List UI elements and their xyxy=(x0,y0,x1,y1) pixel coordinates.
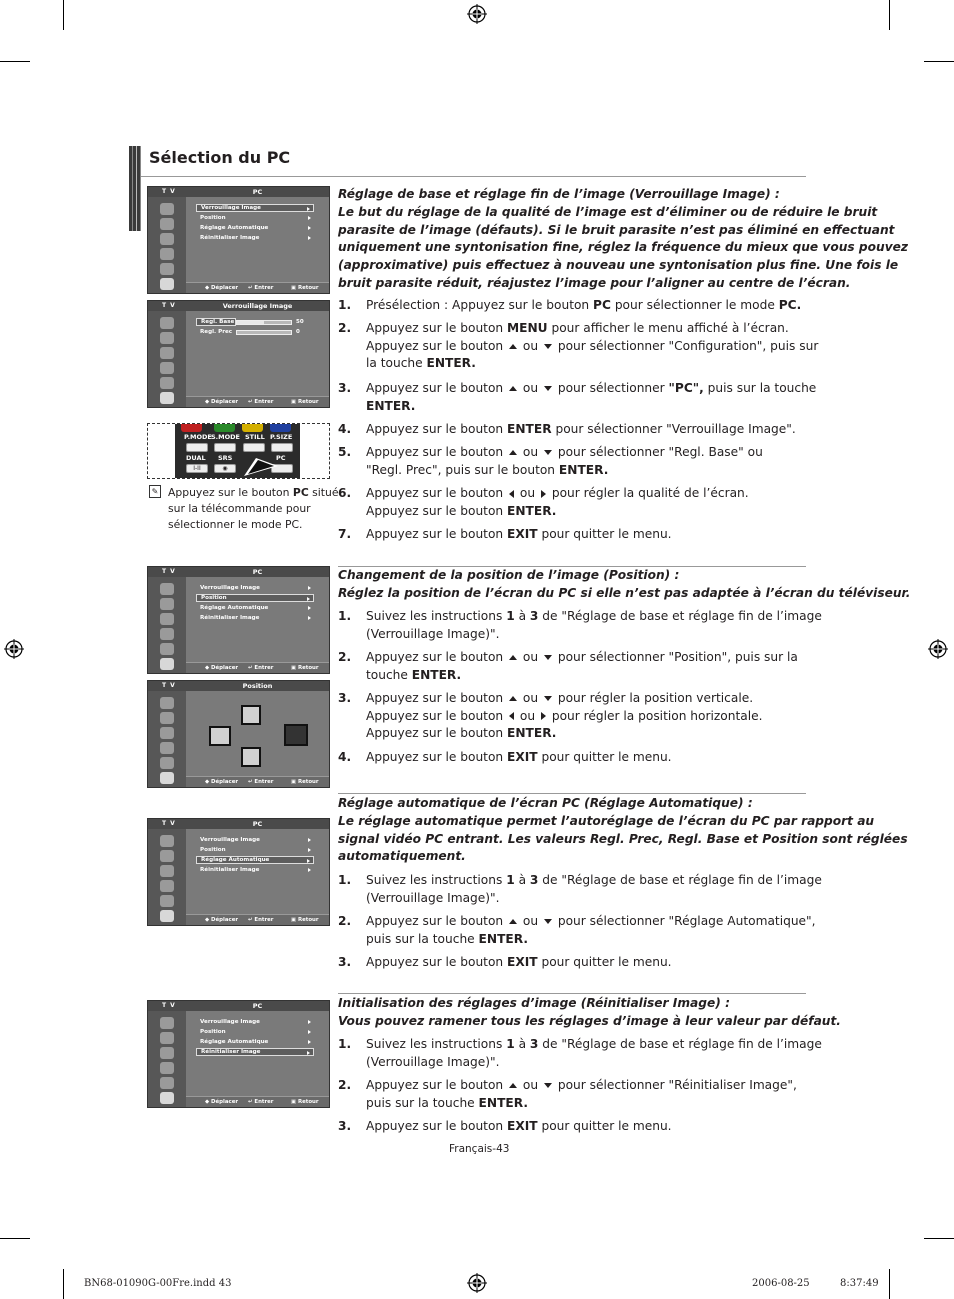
osd-panel xyxy=(186,829,329,925)
remote-dual-button: I-II xyxy=(186,464,208,473)
step-number: 3. xyxy=(338,381,352,395)
input-icon xyxy=(160,757,174,769)
crop-mark xyxy=(924,1238,954,1239)
chevron-right-icon xyxy=(308,1030,311,1034)
crop-mark xyxy=(889,1269,890,1299)
osd-footer xyxy=(186,282,329,293)
remote-label-smode: S.MODE xyxy=(211,433,240,441)
section-lead-line: uniquement une syntonisation fine, réglez la fréquence du mieux que vous pouvez xyxy=(338,240,909,255)
osd-menu-item: Réinitialiser Image xyxy=(196,1048,314,1056)
section-heading: Initialisation des réglages d’image (Réinitialiser Image) : xyxy=(338,996,730,1010)
input-icon xyxy=(160,263,174,275)
down-arrow-icon xyxy=(544,386,552,391)
chevron-right-icon xyxy=(308,226,311,230)
picture-icon xyxy=(160,317,174,329)
remote-psize-button xyxy=(271,443,293,452)
remote-color-button xyxy=(181,423,202,432)
step-line: Appuyez sur le bouton ou pour sélectionner "Réglage Automatique", xyxy=(366,914,816,928)
step-line: (Verrouillage Image)". xyxy=(366,626,500,641)
section-lead-line: Vous pouvez ramener tous les réglages d’image à leur valeur par défaut. xyxy=(338,1013,841,1028)
osd-footer-move: ◆ Déplacer xyxy=(205,665,239,671)
osd-footer xyxy=(186,914,329,925)
section-lead-line: parasite de l’image (défauts). Si le bruit parasite n’est pas éliminé en effectuant xyxy=(338,222,895,237)
osd-menu-item: Verrouillage Image xyxy=(196,204,314,212)
step-line: Appuyez sur le bouton ou pour régler la position verticale. xyxy=(366,691,754,705)
osd-panel xyxy=(186,1011,329,1107)
remote-label-still: STILL xyxy=(245,433,265,441)
section-lead-line: Le but du réglage de la qualité de l’image est d’éliminer ou de réduire le bruit xyxy=(338,204,878,219)
osd-menu-item: Verrouillage Image xyxy=(196,584,314,592)
step-text xyxy=(366,297,806,315)
step-line: Suivez les instructions 1 à 3 de "Réglage de base et réglage fin de l’image xyxy=(366,609,822,623)
osd-tv-label: T V xyxy=(162,820,176,827)
position-left-box xyxy=(209,726,231,746)
settings-icon xyxy=(160,278,174,290)
channel-icon xyxy=(160,233,174,245)
osd-position-menu xyxy=(147,680,330,788)
osd-pc-menu xyxy=(147,186,330,294)
right-arrow-icon xyxy=(541,490,546,498)
osd-footer-return: ▣ Retour xyxy=(291,399,319,405)
step-line: Appuyez sur le bouton MENU pour afficher le menu affiché à l’écran. xyxy=(366,321,789,335)
input-icon xyxy=(160,643,174,655)
position-down-box xyxy=(241,747,261,767)
down-arrow-icon xyxy=(544,344,552,349)
section-lead-line: signal vidéo PC entrant. Les valeurs Regl. Prec, Regl. Base et Position sont réglées xyxy=(338,831,908,846)
up-arrow-icon xyxy=(509,696,517,701)
osd-menu-item: Verrouillage Image xyxy=(196,1018,314,1026)
step-number: 1. xyxy=(338,609,352,623)
osd-title: PC xyxy=(252,188,263,196)
section-lead xyxy=(338,995,841,1031)
up-arrow-icon xyxy=(509,344,517,349)
sound-icon xyxy=(160,218,174,230)
setup-icon xyxy=(160,628,174,640)
osd-slider-track xyxy=(236,330,292,335)
sound-icon xyxy=(160,332,174,344)
up-arrow-icon xyxy=(509,655,517,660)
osd-menu-item: Position xyxy=(196,1028,314,1036)
osd-menu-item: Réglage Automatique xyxy=(196,856,314,864)
remote-still-button xyxy=(243,443,265,452)
chevron-right-icon xyxy=(307,859,310,863)
osd-footer-enter: ↵ Entrer xyxy=(248,285,274,291)
picture-icon xyxy=(160,203,174,215)
osd-footer-enter: ↵ Entrer xyxy=(248,399,274,405)
step-line: Appuyez sur le bouton ou pour sélectionner "Regl. Base" ou xyxy=(366,445,763,459)
osd-menu-item: Réglage Automatique xyxy=(196,604,314,612)
step-number: 1. xyxy=(338,298,352,312)
osd-footer-move: ◆ Déplacer xyxy=(205,399,239,405)
osd-panel xyxy=(186,691,329,787)
osd-menu-item: Position xyxy=(196,594,314,602)
step-number: 6. xyxy=(338,486,352,500)
remote-smode-button xyxy=(214,443,236,452)
osd-footer-enter: ↵ Entrer xyxy=(248,917,274,923)
settings-icon xyxy=(160,772,174,784)
chevron-right-icon xyxy=(308,848,311,852)
sound-icon xyxy=(160,598,174,610)
osd-footer-return: ▣ Retour xyxy=(291,779,319,785)
step-number: 2. xyxy=(338,650,352,664)
step-text xyxy=(366,1036,822,1071)
step-line: puis sur la touche ENTER. xyxy=(366,931,528,946)
section-lead-line: (approximative) puis effectuez à nouveau une syntonisation plus fine. Une fois le xyxy=(338,258,899,273)
osd-footer-return: ▣ Retour xyxy=(291,665,319,671)
step-number: 1. xyxy=(338,873,352,887)
step-line: Appuyez sur le bouton ENTER. xyxy=(366,726,557,741)
osd-footer-return: ▣ Retour xyxy=(291,917,319,923)
osd-title: PC xyxy=(252,820,263,828)
settings-icon xyxy=(160,658,174,670)
sound-icon xyxy=(160,1032,174,1044)
osd-sidebar xyxy=(148,577,186,673)
step-line: (Verrouillage Image)". xyxy=(366,890,500,905)
step-line: Appuyez sur le bouton EXIT pour quitter le menu. xyxy=(366,750,672,764)
remote-control-illustration xyxy=(147,423,330,479)
chevron-right-icon xyxy=(308,868,311,872)
osd-menu-item: Verrouillage Image xyxy=(196,836,314,844)
section-heading: Réglage de base et réglage fin de l’image (Verrouillage Image) : xyxy=(338,187,780,201)
section-divider xyxy=(338,793,806,794)
step-number: 5. xyxy=(338,445,352,459)
picture-icon xyxy=(160,697,174,709)
step-number: 1. xyxy=(338,1037,352,1051)
step-line: Appuyez sur le bouton ENTER. xyxy=(366,503,557,518)
remote-label-dual: DUAL xyxy=(186,454,206,462)
osd-footer-enter: ↵ Entrer xyxy=(248,665,274,671)
osd-menu-item: Réglage Automatique xyxy=(196,224,314,232)
osd-tv-label: T V xyxy=(162,568,176,575)
step-text xyxy=(366,954,806,972)
sound-icon xyxy=(160,712,174,724)
note-line: Appuyez sur le bouton PC situé xyxy=(168,486,339,499)
osd-tv-label: T V xyxy=(162,682,176,689)
step-number: 4. xyxy=(338,422,352,436)
step-text xyxy=(366,421,806,439)
picture-icon xyxy=(160,583,174,595)
position-right-box xyxy=(284,724,308,746)
section-lead-line: bruit parasite réduit, réajustez l’image pour l’aligner au centre de l’écran. xyxy=(338,275,851,290)
osd-tv-label: T V xyxy=(162,188,176,195)
step-text xyxy=(366,872,822,907)
crop-mark xyxy=(63,1269,64,1299)
osd-sidebar xyxy=(148,691,186,787)
step-line: Appuyez sur le bouton ou pour régler la position horizontale. xyxy=(366,708,763,723)
crop-mark xyxy=(0,1238,30,1239)
sound-icon xyxy=(160,850,174,862)
section-lead-line: Le réglage automatique permet l’autoréglage de l’écran du PC par rapport au xyxy=(338,813,875,828)
left-arrow-icon xyxy=(509,712,514,720)
osd-title: PC xyxy=(252,1002,263,1010)
osd-footer-move: ◆ Déplacer xyxy=(205,1099,239,1105)
osd-footer-move: ◆ Déplacer xyxy=(205,779,239,785)
step-number: 7. xyxy=(338,527,352,541)
osd-panel xyxy=(186,577,329,673)
crop-mark xyxy=(924,61,954,62)
slug-date: 2006-08-25 xyxy=(752,1278,810,1289)
osd-title: Position xyxy=(242,682,273,690)
chevron-right-icon xyxy=(308,216,311,220)
chevron-right-icon xyxy=(308,838,311,842)
down-arrow-icon xyxy=(544,696,552,701)
setup-icon xyxy=(160,362,174,374)
input-icon xyxy=(160,1077,174,1089)
settings-icon xyxy=(160,910,174,922)
section-divider xyxy=(338,993,806,994)
step-number: 4. xyxy=(338,750,352,764)
remote-label-pc: PC xyxy=(276,454,286,462)
osd-slider-label: Regl. Prec xyxy=(200,329,233,335)
step-line: Suivez les instructions 1 à 3 de "Réglage de base et réglage fin de l’image xyxy=(366,1037,822,1051)
osd-footer-enter: ↵ Entrer xyxy=(248,1099,274,1105)
channel-icon xyxy=(160,347,174,359)
step-line: Appuyez sur le bouton EXIT pour quitter le menu. xyxy=(366,955,672,969)
step-number: 3. xyxy=(338,955,352,969)
position-up-box xyxy=(241,705,261,725)
osd-menu-item: Position xyxy=(196,214,314,222)
osd-menu-item: Réinitialiser Image xyxy=(196,614,314,622)
left-arrow-icon xyxy=(509,490,514,498)
registration-mark-icon xyxy=(467,4,487,24)
osd-slider-fill xyxy=(237,321,264,324)
osd-slider-value: 50 xyxy=(296,319,304,325)
osd-tv-label: T V xyxy=(162,1002,176,1009)
setup-icon xyxy=(160,742,174,754)
title-divider xyxy=(141,176,806,177)
step-text xyxy=(366,608,822,643)
osd-panel xyxy=(186,197,329,293)
pointer-arrow-icon xyxy=(244,454,278,476)
remote-color-button xyxy=(242,423,263,432)
step-line: Appuyez sur le bouton ENTER pour sélectionner "Verrouillage Image". xyxy=(366,422,796,436)
section-lead-line: automatiquement. xyxy=(338,849,466,864)
down-arrow-icon xyxy=(544,919,552,924)
step-text xyxy=(366,1118,806,1136)
chevron-right-icon xyxy=(308,1040,311,1044)
step-line: (Verrouillage Image)". xyxy=(366,1054,500,1069)
remote-label-srs: SRS xyxy=(218,454,233,462)
settings-icon xyxy=(160,1092,174,1104)
step-line: Appuyez sur le bouton ou pour sélectionner "Réinitialiser Image", xyxy=(366,1078,797,1092)
osd-footer xyxy=(186,1096,329,1107)
picture-icon xyxy=(160,1017,174,1029)
osd-title: Verrouillage Image xyxy=(222,302,293,310)
osd-footer xyxy=(186,776,329,787)
osd-sidebar xyxy=(148,197,186,293)
up-arrow-icon xyxy=(509,919,517,924)
osd-footer-move: ◆ Déplacer xyxy=(205,917,239,923)
setup-icon xyxy=(160,248,174,260)
osd-footer xyxy=(186,396,329,407)
page-number: Français-43 xyxy=(449,1143,510,1155)
title-accent-bar xyxy=(129,146,141,231)
note-icon: ✎ xyxy=(149,485,161,498)
step-line: Suivez les instructions 1 à 3 de "Réglage de base et réglage fin de l’image xyxy=(366,873,822,887)
osd-menu-item: Réglage Automatique xyxy=(196,1038,314,1046)
step-line: ENTER. xyxy=(366,398,416,413)
step-text xyxy=(366,380,817,415)
step-number: 2. xyxy=(338,914,352,928)
crop-mark xyxy=(0,61,30,62)
section-lead-line: Réglez la position de l’écran du PC si elle n’est pas adaptée à l’écran du téléviseur. xyxy=(338,585,911,600)
osd-footer-move: ◆ Déplacer xyxy=(205,285,239,291)
section-heading: Réglage automatique de l’écran PC (Réglage Automatique) : xyxy=(338,796,753,810)
registration-mark-icon xyxy=(467,1273,487,1293)
osd-footer-return: ▣ Retour xyxy=(291,1099,319,1105)
chevron-right-icon xyxy=(307,1051,310,1055)
step-line: Appuyez sur le bouton EXIT pour quitter le menu. xyxy=(366,527,672,541)
channel-icon xyxy=(160,727,174,739)
osd-pc-menu xyxy=(147,1000,330,1108)
remote-color-button xyxy=(214,423,235,432)
remote-label-pmode: P.MODE xyxy=(184,433,212,441)
step-text xyxy=(366,485,806,520)
slug-time: 8:37:49 xyxy=(840,1278,879,1289)
crop-mark xyxy=(889,0,890,30)
page-title: Sélection du PC xyxy=(149,148,291,167)
down-arrow-icon xyxy=(544,450,552,455)
setup-icon xyxy=(160,1062,174,1074)
remote-color-button xyxy=(270,423,291,432)
step-text xyxy=(366,690,806,743)
step-text xyxy=(366,526,806,544)
channel-icon xyxy=(160,613,174,625)
osd-footer-enter: ↵ Entrer xyxy=(248,779,274,785)
down-arrow-icon xyxy=(544,655,552,660)
registration-mark-icon xyxy=(4,639,24,659)
up-arrow-icon xyxy=(509,386,517,391)
picture-icon xyxy=(160,835,174,847)
channel-icon xyxy=(160,1047,174,1059)
step-number: 3. xyxy=(338,691,352,705)
osd-slider-label: Regl. Base xyxy=(196,318,236,326)
step-text xyxy=(366,1077,806,1112)
chevron-right-icon xyxy=(308,1020,311,1024)
section-lead xyxy=(338,567,911,603)
chevron-right-icon xyxy=(307,597,310,601)
note-line: sélectionner le mode PC. xyxy=(168,518,303,531)
remote-pmode-button xyxy=(186,443,208,452)
step-number: 2. xyxy=(338,1078,352,1092)
osd-sidebar xyxy=(148,829,186,925)
step-text xyxy=(366,444,806,479)
chevron-right-icon xyxy=(307,207,310,211)
chevron-right-icon xyxy=(308,586,311,590)
remote-label-psize: P.SIZE xyxy=(270,433,293,441)
crop-mark xyxy=(63,0,64,30)
osd-menu-item: Réinitialiser Image xyxy=(196,234,314,242)
note-line: sur la télécommande pour xyxy=(168,502,311,515)
step-number: 3. xyxy=(338,1119,352,1133)
chevron-right-icon xyxy=(308,236,311,240)
step-line: "Regl. Prec", puis sur le bouton ENTER. xyxy=(366,462,609,477)
input-icon xyxy=(160,895,174,907)
remote-note xyxy=(168,485,339,533)
step-line: Appuyez sur le bouton ou pour sélectionner "Position", puis sur la xyxy=(366,650,798,664)
step-line: Appuyez sur le bouton ou pour sélectionner "PC", puis sur la touche xyxy=(366,381,817,395)
step-line: la touche ENTER. xyxy=(366,356,476,371)
osd-sidebar xyxy=(148,1011,186,1107)
osd-title: PC xyxy=(252,568,263,576)
down-arrow-icon xyxy=(544,1083,552,1088)
osd-sidebar xyxy=(148,311,186,407)
osd-tv-label: T V xyxy=(162,302,176,309)
right-arrow-icon xyxy=(541,712,546,720)
osd-footer xyxy=(186,662,329,673)
step-line: Appuyez sur le bouton ou pour régler la qualité de l’écran. xyxy=(366,486,749,500)
chevron-right-icon xyxy=(308,606,311,610)
osd-panel xyxy=(186,311,329,407)
slug-file: BN68-01090G-00Fre.indd 43 xyxy=(84,1278,232,1289)
osd-slider-value: 0 xyxy=(296,329,300,335)
registration-mark-icon xyxy=(928,639,948,659)
section-lead xyxy=(338,795,908,866)
step-line: Appuyez sur le bouton ou pour sélectionner "Configuration", puis sur xyxy=(366,338,819,353)
up-arrow-icon xyxy=(509,1083,517,1088)
step-line: Présélection : Appuyez sur le bouton PC pour sélectionner le mode PC. xyxy=(366,298,802,312)
remote-srs-button: ◉ xyxy=(214,464,236,473)
step-line: touche ENTER. xyxy=(366,667,462,682)
step-text xyxy=(366,913,816,948)
channel-icon xyxy=(160,865,174,877)
setup-icon xyxy=(160,880,174,892)
osd-slider-track xyxy=(236,320,292,325)
step-number: 2. xyxy=(338,321,352,335)
step-text xyxy=(366,320,819,373)
step-line: puis sur la touche ENTER. xyxy=(366,1095,528,1110)
step-text xyxy=(366,649,806,684)
input-icon xyxy=(160,377,174,389)
section-heading: Changement de la position de l’image (Position) : xyxy=(338,568,680,582)
osd-picture-lock-menu xyxy=(147,300,330,408)
up-arrow-icon xyxy=(509,450,517,455)
osd-menu-item: Réinitialiser Image xyxy=(196,866,314,874)
step-line: Appuyez sur le bouton EXIT pour quitter le menu. xyxy=(366,1119,672,1133)
settings-icon xyxy=(160,392,174,404)
section-lead xyxy=(338,186,909,293)
osd-menu-item: Position xyxy=(196,846,314,854)
osd-pc-menu xyxy=(147,566,330,674)
osd-footer-return: ▣ Retour xyxy=(291,285,319,291)
osd-pc-menu xyxy=(147,818,330,926)
chevron-right-icon xyxy=(308,616,311,620)
step-text xyxy=(366,749,806,767)
